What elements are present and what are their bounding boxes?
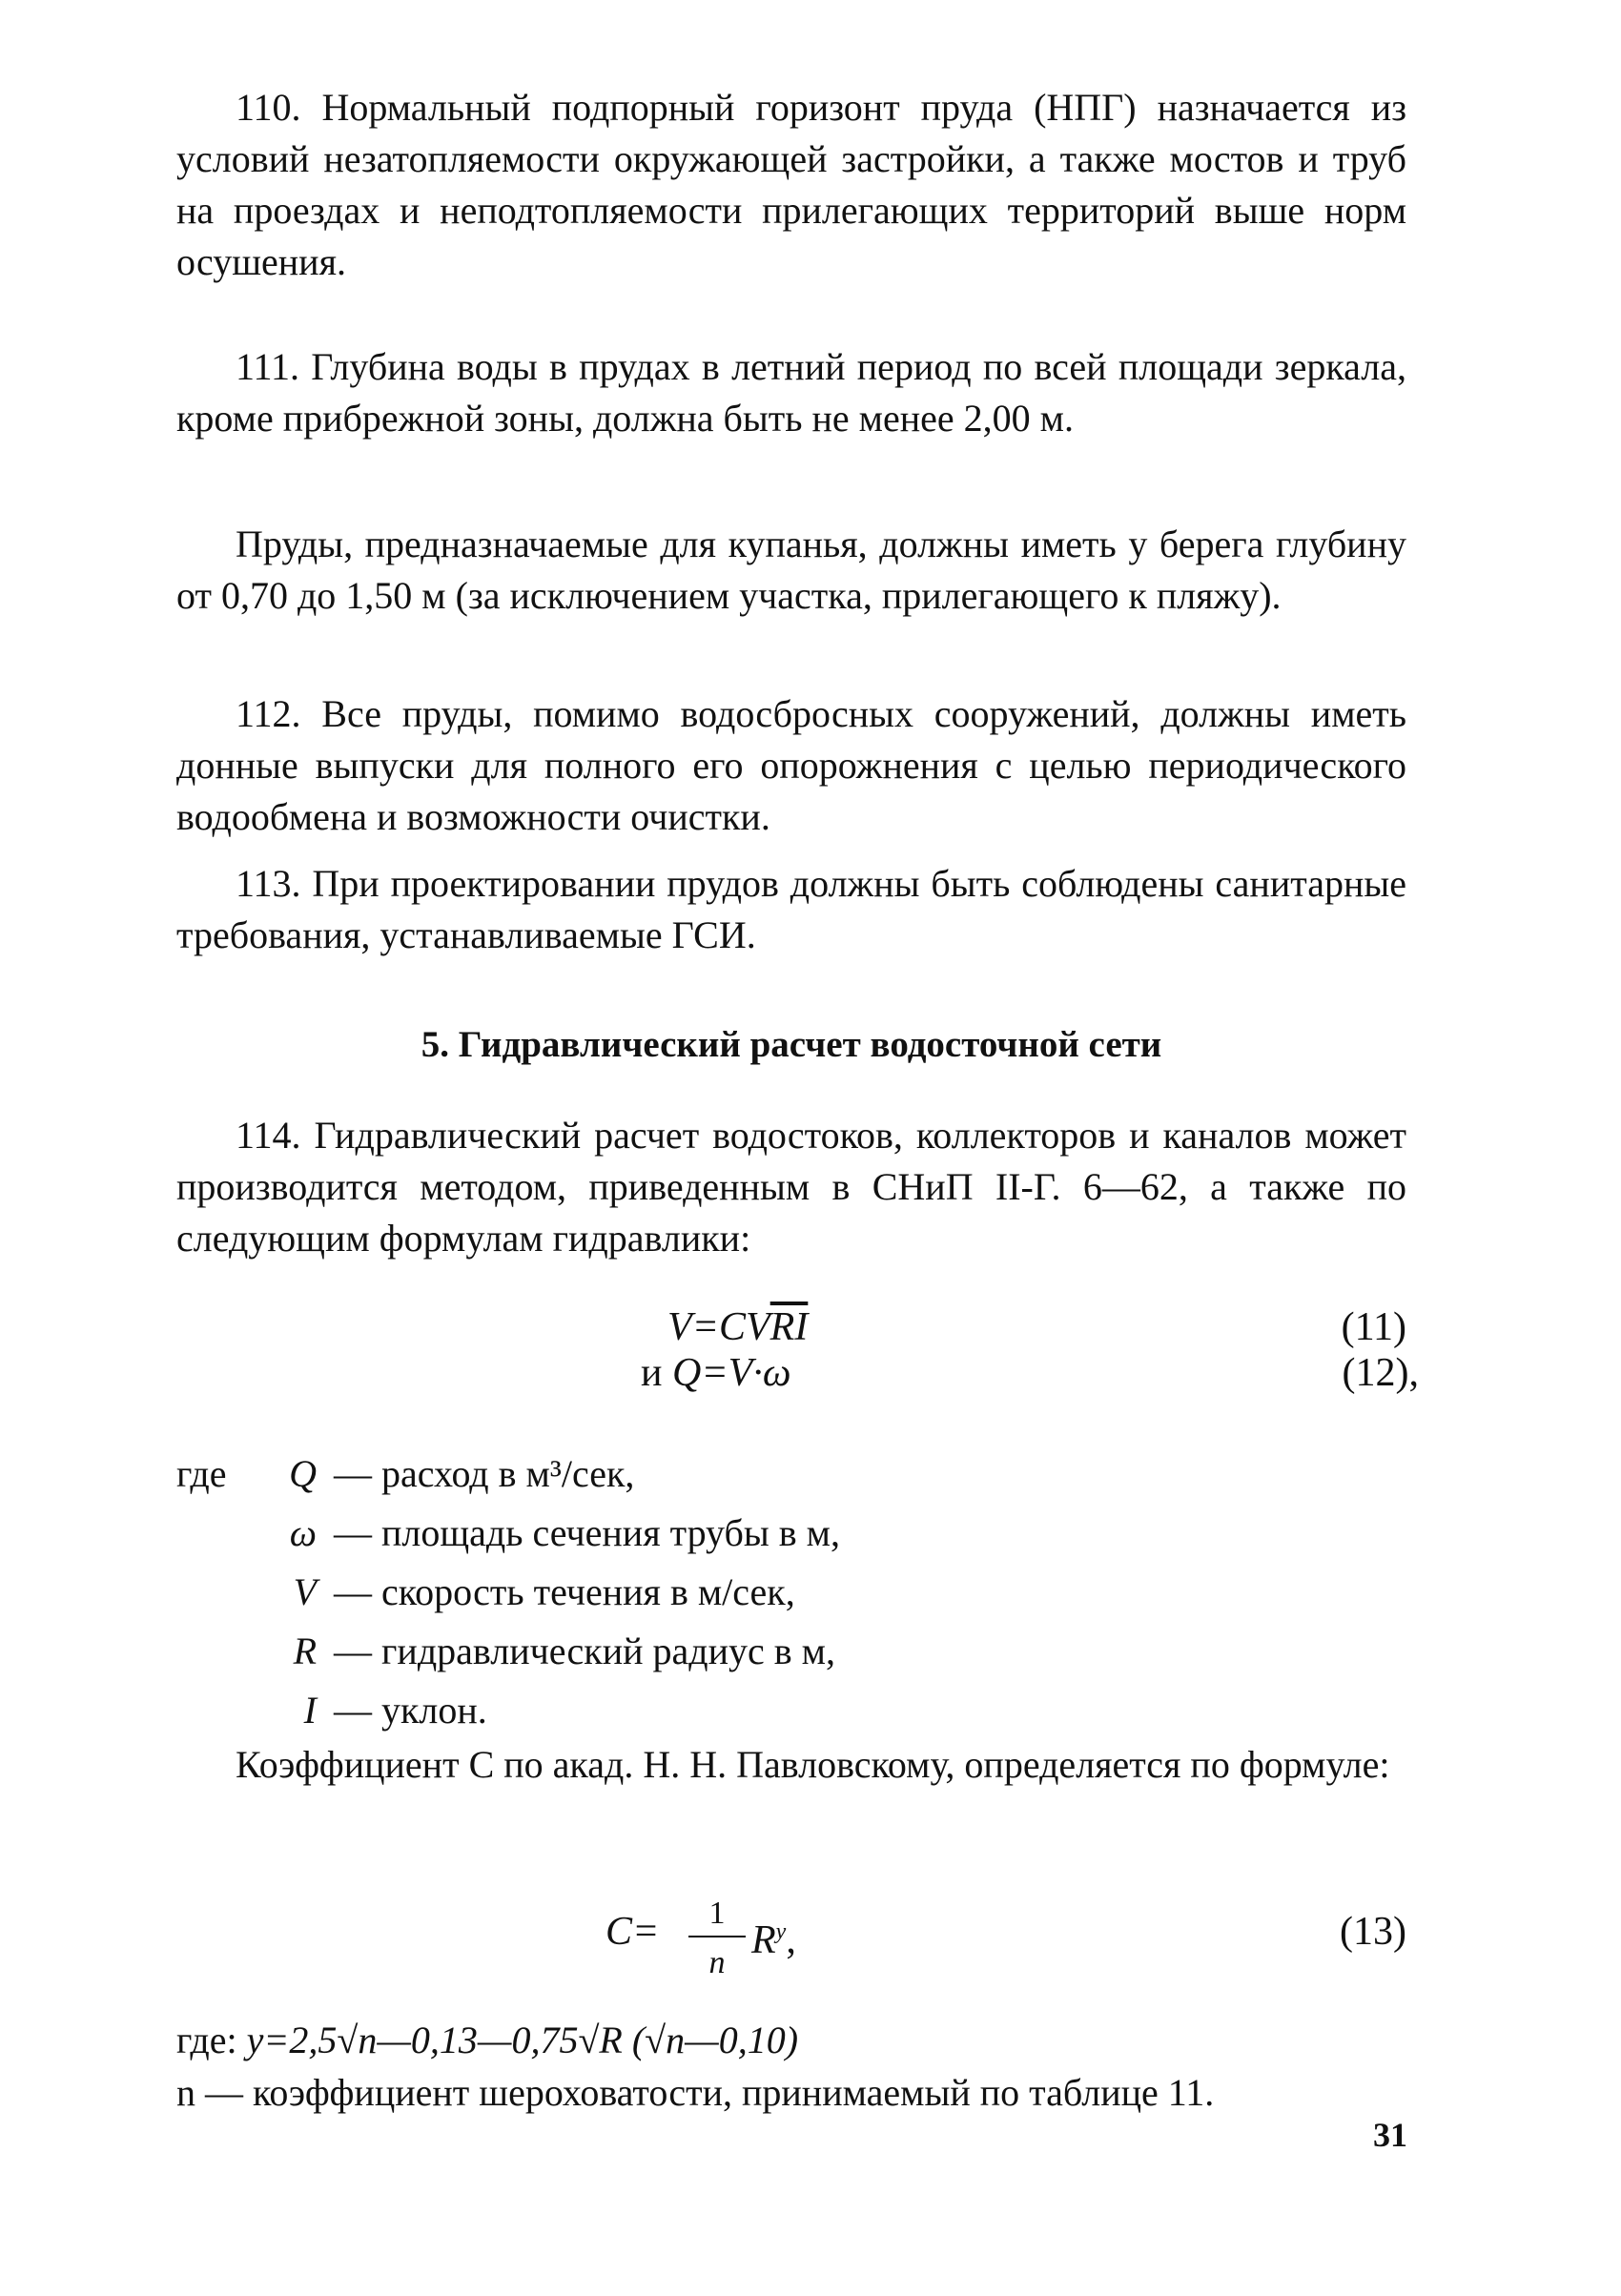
page-number: 31 [1373,2116,1407,2154]
paragraph-113-text: 113. При проектировании прудов должны быть соблюдены санитарные требования, устанавливаемые ГСИ. [176,862,1406,956]
exponent-definition-label: где: [176,2019,237,2061]
formula-13-fraction [688,1892,746,1987]
formula-12-expression: Q=V·ω [671,1351,791,1395]
definition-text: — гидравлический радиус в м, [334,1630,835,1672]
formula-13-lhs: C= [605,1910,660,1954]
definition-symbol: V [293,1570,317,1613]
definition-row [176,1445,840,1504]
paragraph-ponds-bathing [176,519,1406,622]
definition-row [176,1504,840,1563]
variable-definitions [176,1445,840,1740]
fraction-denominator: n [708,1945,726,1980]
formula-13-exponent: y [775,1919,787,1944]
paragraph-110 [176,82,1406,288]
paragraph-roughness [176,2067,1406,2119]
formula-13-rhs [751,1909,796,1963]
exponent-definition-formula: y=2,5√n—0,13—0,75√R (√n—0,10) [246,2019,799,2061]
formula-11-radicand: $\overline{RI}$ [769,1305,809,1349]
formula-11-number: (11) [1341,1305,1406,1349]
formula-11-lhs: V=CV [667,1305,770,1349]
definition-text: — площадь сечения трубы в м, [334,1511,840,1554]
formula-13-base: R [751,1918,776,1962]
fraction-numerator: 1 [708,1896,726,1931]
formula-12-number: (12), [1342,1351,1419,1395]
formula-11 [667,1304,808,1350]
definition-row [176,1681,840,1740]
paragraph-111-text: 111. Глубина воды в прудах в летний период по всей площади зеркала, кроме прибрежной зоны, должна быть не менее 2,00 м. [176,345,1406,440]
formula-13-number: (13) [1340,1910,1406,1954]
formula-12-prefix: и [641,1351,663,1395]
formula-12 [641,1350,790,1396]
paragraph-110-text: 110. Нормальный подпорный горизонт пруда (НПГ) назначается из условий незатопляемости окружающей застройки, а также мостов и труб на проездах и неподтопляемости прилегающих территорий выше норм осушения. [176,86,1406,283]
paragraph-111 [176,341,1406,444]
paragraph-112-text: 112. Все пруды, помимо водосбросных сооружений, должны иметь донные выпуски для полного его опорожнения с целью периодического водообмена и возможности очистки. [176,692,1406,838]
formula-13-comma: , [786,1918,796,1962]
definition-text: — уклон. [334,1689,487,1732]
definition-symbol: I [303,1689,317,1732]
paragraph-roughness-text: n — коэффициент шероховатости, принимаемый по таблице 11. [176,2071,1215,2114]
paragraph-112 [176,688,1406,843]
definition-symbol: ω [289,1511,317,1554]
paragraph-ponds-bathing-text: Пруды, предназначаемые для купанья, должны иметь у берега глубину от 0,70 до 1,50 м (за исключением участка, прилегающего к пляжу). [176,523,1406,617]
paragraph-114 [176,1110,1406,1264]
definition-row [176,1563,840,1622]
definition-symbol: R [293,1630,317,1672]
definitions-lead: где [176,1452,227,1495]
exponent-definition [176,2018,798,2063]
paragraph-114-text: 114. Гидравлический расчет водостоков, коллекторов и каналов может производится методом, приведенным в СНиП II-Г. 6—62, а также по следующим формулам гидравлики: [176,1114,1406,1260]
definition-symbol: Q [289,1452,317,1495]
fraction-bar [688,1936,746,1937]
definition-row [176,1622,840,1681]
section-heading: 5. Гидравлический расчет водосточной сети [421,1024,1162,1065]
paragraph-coefficient [176,1739,1406,1791]
definition-text: — скорость течения в м/сек, [334,1570,795,1613]
paragraph-coefficient-text: Коэффициент C по акад. Н. Н. Павловскому, определяется по формуле: [236,1743,1390,1786]
definition-text: — расход в м³/сек, [334,1452,635,1495]
paragraph-113 [176,858,1406,961]
